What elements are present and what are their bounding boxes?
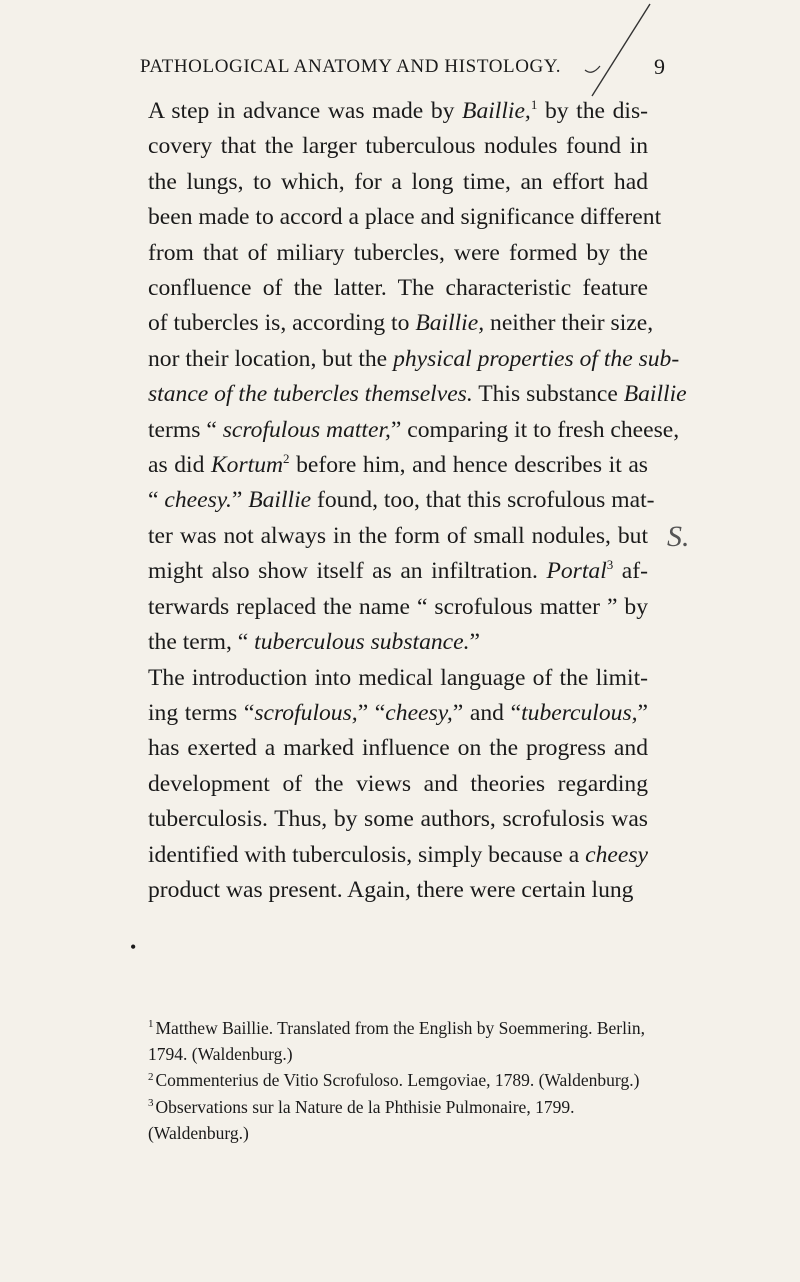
italic-text: Baillie (248, 487, 312, 514)
text-line: The introduction into medical language of the limit- (148, 664, 648, 691)
text-line: as did Kortum$^2$ before him, and hence describes it as (148, 451, 648, 479)
footnote-mark: 2 (148, 1070, 154, 1083)
text-line: covery that the larger tuberculous nodules found in (148, 133, 648, 160)
text-line: nor their location, but the physical properties of the sub- (148, 345, 680, 372)
text-line: stance of the tubercles themselves. This substance Baillie (148, 381, 687, 408)
footnote-text: Commenterius de Vitio Scrofuloso. Lemgoviae, 1789. (Waldenburg.) (155, 1070, 640, 1091)
footnote-mark: 1 (148, 1018, 154, 1031)
italic-text: Baillie, (462, 98, 531, 124)
footnote (148, 1015, 648, 1067)
footnote-reference: 1 (530, 97, 538, 113)
text-line: confluence of the latter. The characteristic feature (148, 275, 648, 302)
italic-text: Portal (546, 558, 607, 585)
italic-text: cheesy. (164, 487, 232, 514)
footnote (148, 1094, 648, 1146)
text-line: A step in advance was made by Baillie,$^1$ by the dis- (148, 97, 648, 124)
italic-text: stance of the tubercles themselves. (148, 381, 473, 408)
italic-text: scrofulous matter, (222, 416, 391, 443)
text-line: product was present. Again, there were certain lung (148, 876, 634, 903)
text-line: of tubercles is, according to Baillie, neither their size, (148, 310, 654, 337)
footnote (148, 1067, 648, 1093)
italic-text: tuberculous substance. (254, 629, 470, 656)
footnotes (148, 1015, 648, 1146)
text-line: ing terms “scrofulous,” “cheesy,” and “tuberculous,” (148, 699, 649, 726)
italic-text: physical properties of the sub- (393, 345, 680, 372)
italic-text: tuberculous, (521, 699, 638, 726)
footnote-mark: 3 (148, 1096, 154, 1109)
footnote-reference: 3 (606, 557, 614, 573)
footnote-text: Observations sur la Nature de la Phthisie Pulmonaire, 1799. (Waldenburg.) (148, 1096, 575, 1143)
running-header: PATHOLOGICAL ANATOMY AND HISTOLOGY. (140, 56, 562, 77)
margin-annotation: S. (667, 520, 690, 553)
body-text (148, 94, 687, 908)
italic-text: scrofulous, (254, 699, 358, 726)
text-line: “ cheesy.” Baillie found, too, that this scrofulous mat- (148, 487, 655, 514)
text-line: identified with tuberculosis, simply because a cheesy (148, 841, 648, 868)
text-line: terwards replaced the name “ scrofulous matter ” by (148, 593, 648, 620)
text-line: from that of miliary tubercles, were formed by the (148, 239, 648, 266)
text-line: has exerted a marked influence on the progress and (148, 735, 648, 762)
italic-text: Baillie, (415, 310, 485, 337)
page-number: 9 (654, 54, 665, 79)
text-line: might also show itself as an infiltration. Portal$^3$ af- (148, 557, 648, 585)
text-line: terms “ scrofulous matter,” comparing it to fresh cheese, (148, 416, 680, 443)
text-line: the term, “ tuberculous substance.” (148, 629, 480, 656)
text-line: development of the views and theories regarding (148, 770, 648, 797)
text-line: tuberculosis. Thus, by some authors, scrofulosis was (148, 806, 648, 833)
text-line: ter was not always in the form of small nodules, but (148, 522, 648, 549)
text-line: the lungs, to which, for a long time, an effort had (148, 168, 648, 195)
footnote-text: Matthew Baillie. Translated from the English by Soemmering. Berlin, 1794. (Waldenburg.) (148, 1018, 645, 1065)
italic-text: Baillie (623, 381, 687, 408)
text-line: been made to accord a place and significance different (148, 204, 662, 231)
italic-text: cheesy, (385, 699, 453, 726)
margin-mark: • (130, 937, 137, 957)
footnote-reference: 2 (283, 451, 290, 467)
italic-text: cheesy (585, 841, 648, 868)
italic-text: Kortum (210, 452, 284, 479)
